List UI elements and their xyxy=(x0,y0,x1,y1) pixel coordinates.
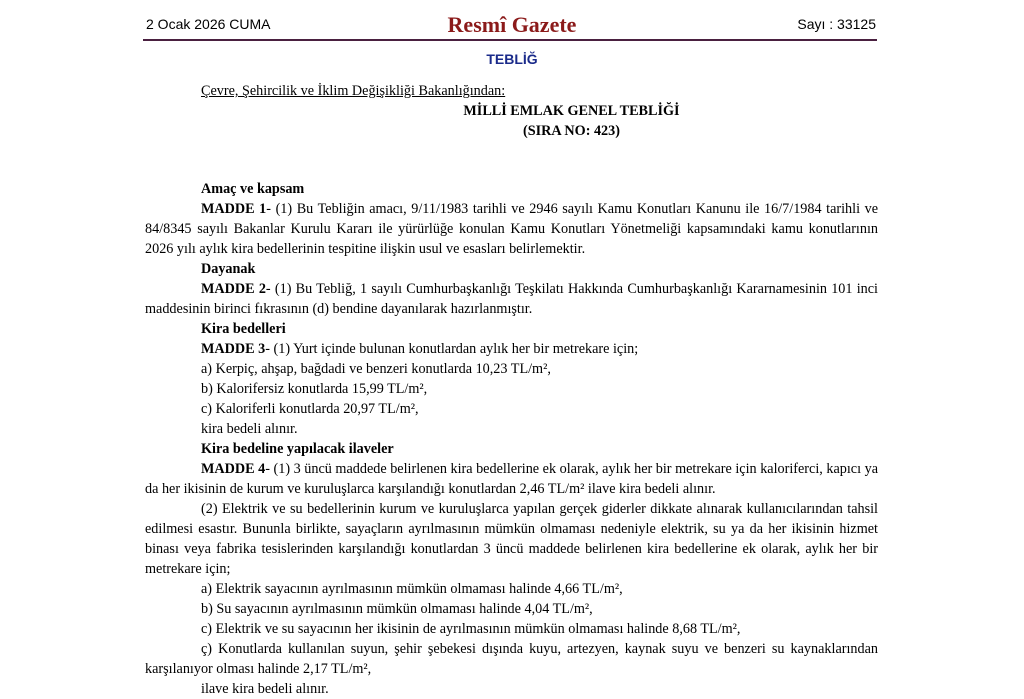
article-1-body: - (1) Bu Tebliğin amacı, 9/11/1983 tarihli ve 2946 sayılı Kamu Konutları Kanunu ile 16/7/1984 tarihli ve 84/8345 sayılı Bakanlar Kurulu Kararı ile yürürlüğe konulan Kamu Konutları Yönetmeliği kapsamındaki kamu konutlarının 2026 yılı aylık kira bedellerinin tespitine ilişkin usul ve esasları belirlemektir. xyxy=(145,201,879,257)
gazette-title: Resmî Gazete xyxy=(447,12,577,37)
document-number: (SIRA NO: 423) xyxy=(523,123,620,139)
article-2-heading: Dayanak xyxy=(201,261,256,277)
article-1-heading: Amaç ve kapsam xyxy=(201,181,305,197)
article-3-body: - (1) Yurt içinde bulunan konutlardan aylık her bir metrekare için; xyxy=(265,341,639,357)
article-3-item-c: c) Kaloriferli konutlarda 20,97 TL/m², xyxy=(201,401,419,417)
article-4-body: - (1) 3 üncü maddede belirlenen kira bedellerine ek olarak, aylık her bir metrekare için kaloriferci, kapıcı ya da her ikisinin de kurum ve kuruluşlarca karşılandığı konutlardan 2,46 TL/m² ilave kira bedeli alınır. xyxy=(145,461,878,497)
article-4-label: MADDE 4 xyxy=(201,461,266,477)
document-body xyxy=(145,81,878,699)
article-2-text xyxy=(145,279,878,319)
article-4-item-cc: ç) Konutlarda kullanılan suyun, şehir şebekesi dışında kuyu, artezyen, kaynak suyu ve benzeri su kaynaklarından karşılanıyor olması halinde 2,17 TL/m², xyxy=(145,641,878,677)
article-4-paragraph-2: (2) Elektrik ve su bedellerinin kurum ve kuruluşlarca yapılan gerçek giderler dikkate alınarak kullanıcılarından tahsil edilmesi esastır. Bununla birlikte, sayaçların ayrılmasının mümkün olmaması nedeniyle elektrik, su ya da her ikisinin hizmet binası veya fabrika tesislerinden karşılandığı konutlardan 3 üncü maddede belirlenen kira bedellerine ek olarak, aylık her bir metrekare için; xyxy=(145,501,878,577)
document-title: MİLLİ EMLAK GENEL TEBLİĞİ xyxy=(463,103,680,119)
issuing-ministry: Çevre, Şehircilik ve İklim Değişikliği Bakanlığından: xyxy=(201,83,506,99)
article-4-closing: ilave kira bedeli alınır. xyxy=(201,681,329,697)
article-4-heading: Kira bedeline yapılacak ilaveler xyxy=(201,441,394,457)
header-date: 2 Ocak 2026 CUMA xyxy=(146,16,271,32)
article-3-label: MADDE 3 xyxy=(201,341,266,357)
header-divider xyxy=(143,39,877,41)
article-3-heading: Kira bedelleri xyxy=(201,321,286,337)
article-3-closing: kira bedeli alınır. xyxy=(201,421,298,437)
article-1-text xyxy=(145,199,878,259)
article-2-body: - (1) Bu Tebliğ, 1 sayılı Cumhurbaşkanlığı Teşkilatı Hakkında Cumhurbaşkanlığı Kararnamesinin 101 inci maddesinin birinci fıkrasının (d) bendine dayanılarak hazırlanmıştır. xyxy=(145,281,879,317)
article-2-label: MADDE 2 xyxy=(201,281,266,297)
article-4-item-c: c) Elektrik ve su sayacının her ikisinin de ayrılmasının mümkün olmaması halinde 8,68 TL/m², xyxy=(201,621,741,637)
header-issue-number: Sayı : 33125 xyxy=(797,16,876,32)
article-4-item-b: b) Su sayacının ayrılmasının mümkün olmaması halinde 4,04 TL/m², xyxy=(201,601,593,617)
article-4-item-a: a) Elektrik sayacının ayrılmasının mümkün olmaması halinde 4,66 TL/m², xyxy=(201,581,623,597)
article-3-item-a: a) Kerpiç, ahşap, bağdadi ve benzeri konutlarda 10,23 TL/m², xyxy=(201,361,551,377)
article-4-text xyxy=(145,459,878,499)
article-1-label: MADDE 1 xyxy=(201,201,267,217)
section-label: TEBLİĞ xyxy=(486,51,538,67)
article-3-item-b: b) Kalorifersiz konutlarda 15,99 TL/m², xyxy=(201,381,428,397)
article-3-text xyxy=(145,339,878,359)
